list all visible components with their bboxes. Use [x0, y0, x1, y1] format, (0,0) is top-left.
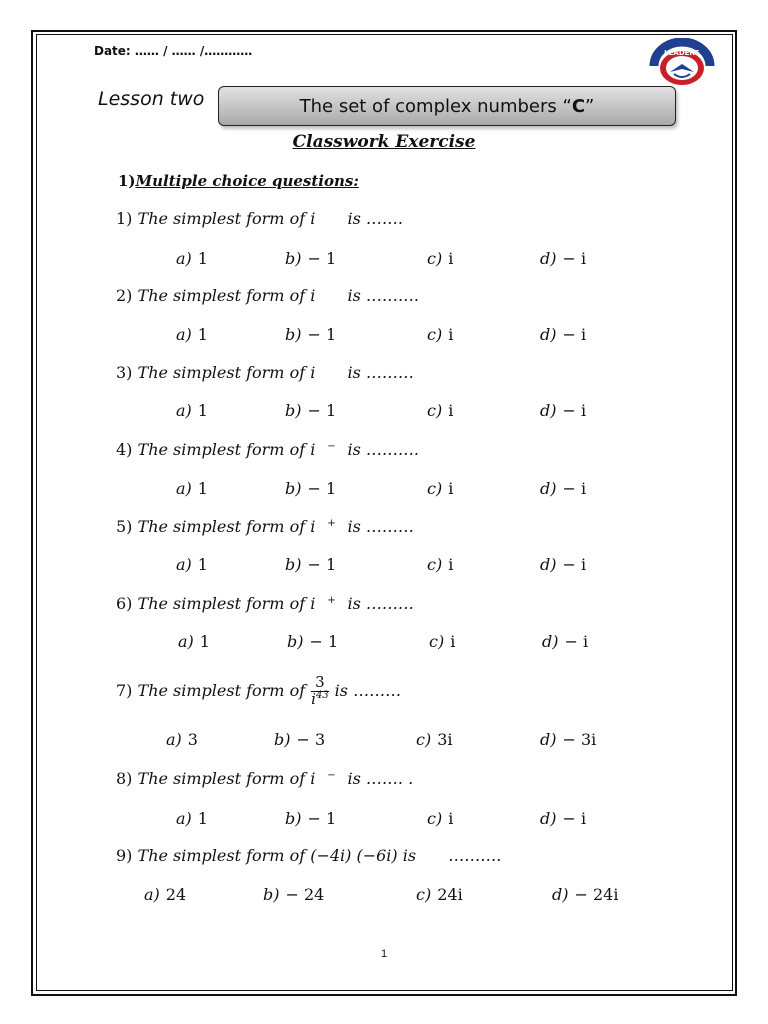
option-c[interactable] — [427, 325, 453, 344]
option-value: − i — [562, 249, 587, 268]
section-number: 1) — [118, 172, 136, 190]
option-value: i — [450, 632, 456, 651]
option-a[interactable] — [144, 885, 186, 904]
option-letter: d) — [540, 809, 557, 828]
lesson-label: Lesson two — [98, 88, 205, 110]
option-letter: c) — [427, 325, 443, 344]
exponent-marker: − — [327, 441, 336, 452]
option-letter: b) — [285, 325, 302, 344]
question-stem: The simplest form of i — [137, 517, 316, 536]
option-a[interactable] — [176, 401, 208, 420]
options-row-2 — [0, 325, 768, 347]
question-number: 3) — [116, 363, 133, 382]
option-a[interactable] — [176, 555, 208, 574]
option-d[interactable] — [540, 730, 596, 749]
option-b[interactable] — [274, 730, 325, 749]
option-letter: b) — [285, 249, 302, 268]
fraction-numerator: 3 — [311, 675, 329, 692]
title-prefix: The set of complex numbers “ — [299, 95, 572, 117]
option-value: 24i — [437, 885, 463, 904]
title-box — [218, 86, 676, 126]
option-c[interactable] — [427, 401, 453, 420]
option-letter: c) — [416, 885, 432, 904]
question-tail: is ………. — [347, 286, 420, 305]
option-value: 24 — [165, 885, 187, 904]
question-stem: The simplest form of i — [137, 286, 316, 305]
question-number: 1) — [116, 209, 133, 228]
option-value: − 1 — [307, 809, 337, 828]
question-1 — [116, 209, 403, 228]
option-letter: b) — [274, 730, 291, 749]
option-value: − i — [562, 809, 587, 828]
options-row-4 — [0, 479, 768, 501]
option-b[interactable] — [285, 401, 336, 420]
option-a[interactable] — [178, 632, 210, 651]
option-letter: d) — [540, 249, 557, 268]
option-value: − i — [562, 555, 587, 574]
subtitle: Classwork Exercise — [292, 132, 476, 152]
option-letter: d) — [540, 479, 557, 498]
question-tail: is ……… — [347, 363, 414, 382]
options-row-1 — [0, 249, 768, 271]
option-a[interactable] — [176, 249, 208, 268]
option-c[interactable] — [416, 885, 463, 904]
option-letter: c) — [429, 632, 445, 651]
question-number: 4) — [116, 440, 133, 459]
options-row-7 — [0, 730, 768, 752]
question-number: 6) — [116, 594, 133, 613]
option-value: − 1 — [307, 325, 337, 344]
option-letter: d) — [540, 325, 557, 344]
option-c[interactable] — [427, 555, 453, 574]
option-letter: a) — [144, 885, 160, 904]
option-value: i — [448, 555, 454, 574]
exponent-marker: + — [327, 518, 336, 529]
option-letter: c) — [427, 479, 443, 498]
question-tail: is ……. — [347, 209, 404, 228]
logo-text: LEADERS — [664, 49, 700, 57]
option-value: 1 — [197, 249, 208, 268]
option-letter: d) — [540, 730, 557, 749]
title-symbol: C — [571, 95, 586, 117]
question-number: 2) — [116, 286, 133, 305]
denominator-exponent: 43 — [315, 689, 329, 701]
option-value: − 1 — [307, 479, 337, 498]
question-stem: The simplest form of i — [137, 594, 316, 613]
option-letter: a) — [176, 249, 192, 268]
option-value: 1 — [197, 809, 208, 828]
option-b[interactable] — [285, 555, 336, 574]
question-stem: The simplest form of i — [137, 769, 316, 788]
option-letter: c) — [427, 249, 443, 268]
option-letter: d) — [540, 555, 557, 574]
question-number: 9) — [116, 846, 133, 865]
option-b[interactable] — [263, 885, 324, 904]
option-value: i — [448, 809, 454, 828]
option-a[interactable] — [176, 325, 208, 344]
option-letter: a) — [176, 401, 192, 420]
option-value: 1 — [197, 479, 208, 498]
option-d[interactable] — [540, 809, 586, 828]
option-d[interactable] — [540, 249, 586, 268]
options-row-9 — [0, 885, 768, 907]
options-row-5 — [0, 555, 768, 577]
question-2 — [116, 286, 419, 305]
section-label: Multiple choice questions: — [135, 172, 359, 190]
option-value: i — [448, 249, 454, 268]
question-tail: is ……… — [334, 680, 402, 700]
option-value: 1 — [197, 325, 208, 344]
title-suffix: ” — [585, 95, 595, 117]
question-stem: The simplest form of i — [137, 209, 316, 228]
option-letter: a) — [178, 632, 194, 651]
question-stem: The simplest form of i — [137, 440, 316, 459]
option-letter: b) — [285, 479, 302, 498]
section-heading — [118, 172, 359, 190]
option-letter: b) — [263, 885, 280, 904]
option-value: − 1 — [309, 632, 339, 651]
question-tail: is ……… — [347, 517, 414, 536]
option-value: − i — [562, 401, 587, 420]
option-letter: c) — [416, 730, 432, 749]
option-value: 1 — [197, 401, 208, 420]
option-value: i — [448, 325, 454, 344]
option-letter: d) — [552, 885, 569, 904]
option-value: − i — [562, 479, 587, 498]
question-tail: ………. — [448, 846, 502, 865]
option-letter: c) — [427, 809, 443, 828]
fraction — [311, 675, 329, 708]
exponent-marker: + — [327, 595, 336, 606]
option-value: − 1 — [307, 249, 337, 268]
option-c[interactable] — [429, 632, 455, 651]
option-b[interactable] — [285, 325, 336, 344]
question-8 — [116, 769, 413, 788]
date-line: Date: …… / …… /………… — [94, 44, 253, 58]
question-number: 8) — [116, 769, 133, 788]
option-letter: c) — [427, 555, 443, 574]
option-letter: d) — [542, 632, 559, 651]
option-d[interactable] — [542, 632, 588, 651]
option-value: − 1 — [307, 555, 337, 574]
option-c[interactable] — [416, 730, 453, 749]
option-value: − 1 — [307, 401, 337, 420]
option-c[interactable] — [427, 809, 453, 828]
question-7 — [116, 675, 401, 708]
option-b[interactable] — [285, 809, 336, 828]
question-9 — [116, 846, 501, 865]
option-a[interactable] — [176, 479, 208, 498]
option-b[interactable] — [287, 632, 338, 651]
option-value: 1 — [199, 632, 210, 651]
option-value: − i — [562, 325, 587, 344]
option-b[interactable] — [285, 479, 336, 498]
option-d[interactable] — [540, 479, 586, 498]
option-value: i — [448, 479, 454, 498]
options-row-6 — [0, 632, 768, 654]
option-letter: b) — [285, 809, 302, 828]
option-letter: b) — [287, 632, 304, 651]
exponent-marker: − — [327, 770, 336, 781]
option-d[interactable] — [540, 555, 586, 574]
option-letter: a) — [176, 479, 192, 498]
question-stem: The simplest form of i — [137, 363, 316, 382]
option-letter: b) — [285, 555, 302, 574]
question-stem: The simplest form of (−4i) (−6i) is — [137, 846, 417, 865]
option-value: − 24i — [574, 885, 619, 904]
question-tail: is ……. . — [347, 769, 414, 788]
option-a[interactable] — [176, 809, 208, 828]
option-value: 3 — [187, 730, 198, 749]
options-row-3 — [0, 401, 768, 423]
question-tail: is ……… — [347, 594, 414, 613]
question-6 — [116, 594, 414, 613]
option-letter: b) — [285, 401, 302, 420]
option-letter: a) — [176, 809, 192, 828]
question-stem: The simplest form of — [137, 680, 306, 700]
question-4 — [116, 440, 419, 459]
option-value: 3i — [437, 730, 453, 749]
question-number: 5) — [116, 517, 133, 536]
option-letter: a) — [176, 325, 192, 344]
option-value: − i — [564, 632, 589, 651]
option-c[interactable] — [427, 249, 453, 268]
option-b[interactable] — [285, 249, 336, 268]
option-letter: c) — [427, 401, 443, 420]
page-number: 1 — [380, 948, 388, 960]
question-3 — [116, 363, 414, 382]
option-letter: a) — [176, 555, 192, 574]
fraction-denominator — [311, 689, 329, 708]
question-5 — [116, 517, 414, 536]
option-d[interactable] — [540, 325, 586, 344]
option-value: − 24 — [285, 885, 325, 904]
option-value: − 3i — [562, 730, 597, 749]
option-a[interactable] — [166, 730, 198, 749]
option-value: − 3 — [296, 730, 326, 749]
options-row-8 — [0, 809, 768, 831]
option-value: 1 — [197, 555, 208, 574]
school-logo-icon — [648, 38, 716, 88]
option-value: i — [448, 401, 454, 420]
option-letter: d) — [540, 401, 557, 420]
option-d[interactable] — [540, 401, 586, 420]
option-c[interactable] — [427, 479, 453, 498]
question-tail: is ………. — [347, 440, 420, 459]
option-d[interactable] — [552, 885, 618, 904]
question-number: 7) — [116, 680, 133, 700]
denominator-base: i — [311, 689, 316, 708]
option-letter: a) — [166, 730, 182, 749]
